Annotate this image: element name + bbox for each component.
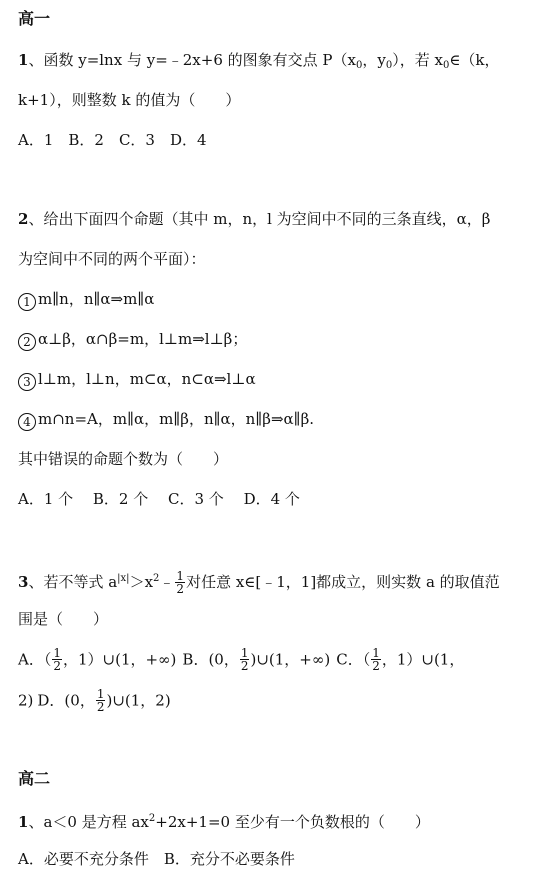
question-text: +2x+1=0 至少有一个负数根的（ ） (155, 813, 430, 831)
section-heading-grade1: 高一 (18, 9, 51, 28)
option-d-suffix: )∪(1，2) (106, 691, 171, 710)
question-2-options: A．1 个 B．2 个 C．3 个 D．4 个 (18, 490, 300, 508)
question-text: 函数 y=lnx 与 y=﹣2x+6 的图象有交点 P（x (43, 51, 356, 69)
question-text: 若不等式 a (43, 573, 118, 591)
proposition-3 (18, 368, 256, 391)
option-d-prefix: D．(0， (37, 691, 95, 710)
subscript: 0 (385, 60, 393, 71)
fraction (175, 570, 185, 595)
question-text: ），若 x (392, 51, 443, 69)
question-text: 对任意 x∈[﹣1，1]都成立，则实数 a 的取值范 (186, 573, 500, 591)
option-b-suffix: )∪(1，+∞) (250, 650, 331, 669)
question-4-options: A．必要不充分条件 B．充分不必要条件 (18, 850, 295, 868)
question-text: ，y (362, 51, 386, 69)
question-separator: 、 (28, 51, 44, 69)
section-heading-grade2: 高二 (18, 769, 51, 788)
fraction (371, 647, 381, 672)
proposition-text: m∩n=A，m∥α，m∥β，n∥α，n∥β⇒α∥β. (38, 410, 315, 428)
question-separator: 、 (28, 210, 44, 228)
question-1-options: A．1 B．2 C．3 D．4 (18, 131, 207, 149)
question-number: 3 (18, 573, 29, 591)
option-c-suffix: ，1）∪(1， (381, 650, 465, 669)
fraction-denominator: 2 (372, 659, 380, 673)
question-2-line-2: 为空间中不同的两个平面）： (18, 250, 206, 268)
circled-number: 1 (18, 293, 36, 311)
question-text: 给出下面四个命题（其中 m，n，l 为空间中不同的三条直线，α，β (43, 210, 491, 228)
proposition-4 (18, 408, 314, 431)
fraction-numerator: 1 (240, 646, 249, 660)
superscript: 2 (153, 573, 160, 584)
question-number: 1 (18, 813, 29, 831)
question-text: a＜0 是方程 ax (43, 813, 149, 831)
fraction (96, 688, 106, 713)
question-number: 2 (18, 210, 29, 228)
question-1-line-1 (18, 49, 500, 77)
question-3-line-1 (18, 568, 500, 596)
question-3-options-line-2 (18, 689, 171, 714)
question-3-line-2: 围是（ ） (18, 610, 109, 628)
circled-number: 4 (18, 413, 36, 431)
fraction (52, 647, 62, 672)
question-text: ﹣ (159, 573, 175, 591)
subscript: 0 (442, 60, 450, 71)
question-2-ask: 其中错误的命题个数为（ ） (18, 450, 229, 468)
option-a-prefix: A．（ (18, 650, 52, 669)
option-a-suffix: ，1）∪(1，+∞) (62, 650, 177, 669)
fraction-numerator: 1 (176, 568, 185, 583)
subscript: 0 (355, 60, 363, 71)
fraction-denominator: 2 (240, 659, 249, 673)
fraction-denominator: 2 (96, 700, 105, 714)
option-c-prefix: C．（ (336, 650, 371, 669)
circled-number: 3 (18, 373, 36, 391)
proposition-1 (18, 288, 154, 311)
fraction-numerator: 1 (53, 646, 61, 660)
proposition-text: α⊥β，α∩β=m，l⊥m⇒l⊥β； (38, 330, 248, 348)
superscript: |x| (117, 573, 130, 584)
fraction (240, 647, 250, 672)
question-2-line-1 (18, 208, 490, 230)
fraction-numerator: 1 (372, 646, 380, 660)
circled-number: 2 (18, 333, 36, 351)
question-4-line-1 (18, 808, 430, 833)
question-separator: 、 (28, 813, 44, 831)
fraction-denominator: 2 (53, 659, 61, 673)
option-b-prefix: B．(0， (182, 650, 239, 669)
question-separator: 、 (28, 573, 44, 591)
proposition-2 (18, 328, 247, 351)
question-text: ＞x (129, 573, 154, 591)
question-3-options-line-1 (18, 648, 464, 673)
fraction-denominator: 2 (176, 581, 185, 596)
superscript: 2 (148, 813, 156, 824)
option-c-continuation: 2) (18, 691, 34, 710)
proposition-text: m∥n，n∥α⇒m∥α (38, 290, 155, 308)
question-text: ∈（k， (449, 51, 500, 69)
question-number: 1 (18, 51, 29, 69)
proposition-text: l⊥m，l⊥n，m⊂α，n⊂α⇒l⊥α (38, 370, 256, 388)
fraction-numerator: 1 (96, 687, 105, 701)
question-1-line-2: k+1），则整数 k 的值为（ ） (18, 91, 241, 109)
